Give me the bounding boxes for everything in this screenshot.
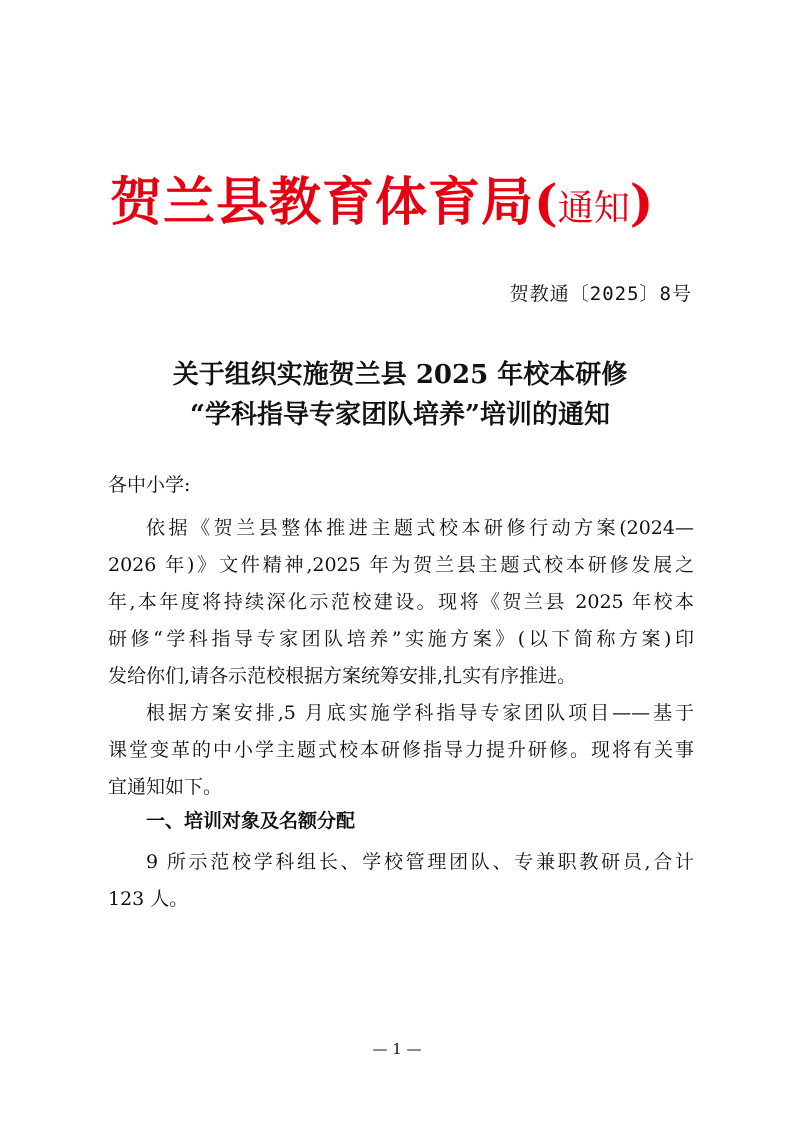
title-line-1: 关于组织实施贺兰县 2025 年校本研修 <box>172 360 628 390</box>
title-line-2: “学科指导专家团队培养”培训的通知 <box>190 400 610 430</box>
paragraph-1-line-4: 研修“学科指导专家团队培养”实施方案》(以下简称方案)印 <box>108 628 694 650</box>
paragraph-1-line-3: 年,本年度将持续深化示范校建设。现将《贺兰县 2025 年校本 <box>108 591 694 613</box>
masthead-paren-open: ( <box>534 173 558 232</box>
document-number: 贺教通〔2025〕8号 <box>509 283 692 305</box>
masthead-paren-close: ) <box>629 173 654 232</box>
paragraph-3-line-1: 9 所示范校学科组长、学校管理团队、专兼职教研员,合计 <box>146 851 694 873</box>
salutation: 各中小学: <box>108 474 191 496</box>
masthead <box>110 160 710 233</box>
paragraph-2-line-2: 课堂变革的中小学主题式校本研修指导力提升研修。现将有关事 <box>108 739 694 761</box>
paragraph-1-line-5: 发给你们,请各示范校根据方案统筹安排,扎实有序推进。 <box>108 665 577 687</box>
paragraph-1-line-2: 2026 年)》文件精神,2025 年为贺兰县主题式校本研修发展之 <box>108 554 694 576</box>
page-number: — 1 — <box>372 1040 422 1058</box>
paragraph-1-line-1: 依据《贺兰县整体推进主题式校本研修行动方案(2024— <box>146 517 694 539</box>
paragraph-2-line-3: 宜通知如下。 <box>108 776 223 798</box>
masthead-org: 贺兰县教育体育局 <box>110 172 535 233</box>
section-1-heading: 一、培训对象及名额分配 <box>146 810 356 832</box>
masthead-type: 通知 <box>557 188 630 229</box>
paragraph-2-line-1: 根据方案安排,5 月底实施学科指导专家团队项目——基于 <box>146 702 694 724</box>
paragraph-3-line-2: 123 人。 <box>108 888 189 910</box>
